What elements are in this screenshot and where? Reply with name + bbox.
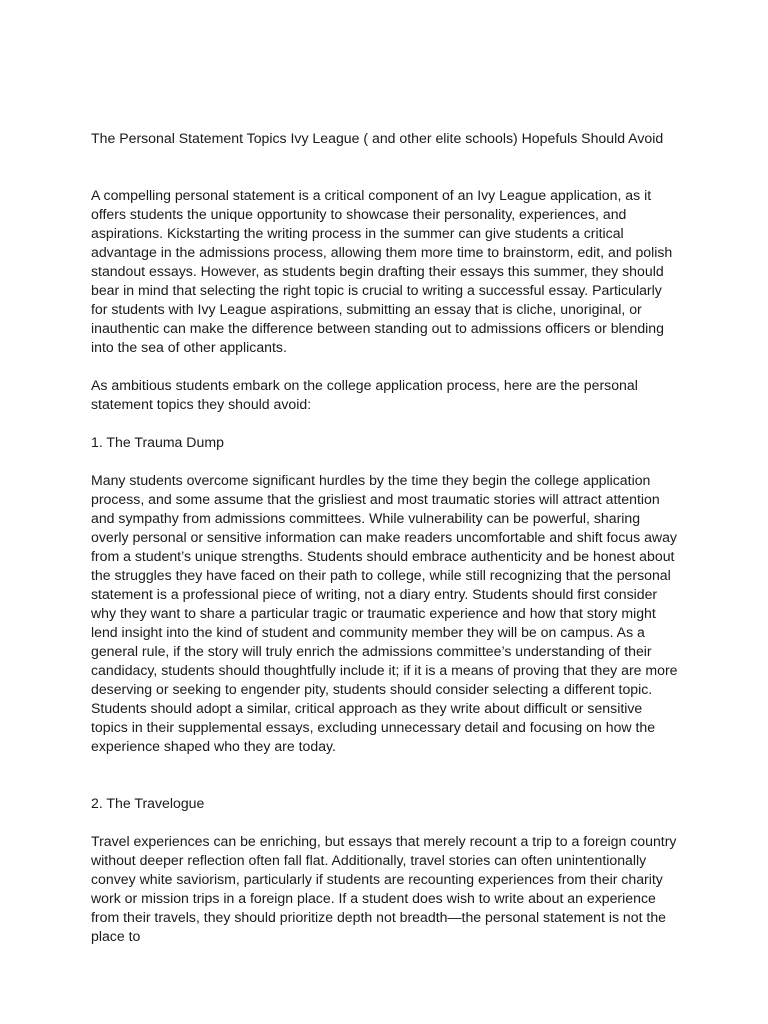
section-heading-trauma-dump: 1. The Trauma Dump (91, 434, 224, 450)
section-heading-travelogue: 2. The Travelogue (91, 795, 205, 811)
section-body-travelogue: Travel experiences can be enriching, but essays that merely recount a trip to a foreign country without deeper reflection often fall flat. Additionally, travel stories can often unintentionally convey white saviorism, particularly if students are recounting experiences from their charity work or mission trips in a foreign place. If a student does wish to write about an experience from their travels, they should prioritize depth not breadth—the personal statement is not the place to (91, 833, 677, 944)
document-title: The Personal Statement Topics Ivy League ( and other elite schools) Hopefuls Should Avoid (91, 130, 664, 146)
intro-paragraph: A compelling personal statement is a critical component of an Ivy League application, as it offers students the unique opportunity to showcase their personality, experiences, and aspirations. Kickstarting the writing process in the summer can give students a critical advantage in the admissions process, allowing them more time to brainstorm, edit, and polish standout essays. However, as students begin drafting their essays this summer, they should bear in mind that selecting the right topic is crucial to writing a successful essay. Particularly for students with Ivy League aspirations, submitting an essay that is cliche, unoriginal, or inauthentic can make the difference between standing out to admissions officers or blending into the sea of other applicants. (91, 187, 673, 355)
lead-in-paragraph: As ambitious students embark on the college application process, here are the personal statement topics they should avoid: (91, 377, 638, 412)
document-page (91, 129, 681, 965)
section-body-trauma-dump: Many students overcome significant hurdles by the time they begin the college application process, and some assume that the grisliest and most traumatic stories will attract attention and sympathy from admissions committees. While vulnerability can be powerful, sharing overly personal or sensitive information can make readers uncomfortable and shift focus away from a student’s unique strengths. Students should embrace authenticity and be honest about the struggles they have faced on their path to college, while still recognizing that the personal statement is a professional piece of writing, not a diary entry. Students should first consider why they want to share a particular tragic or traumatic experience and how that story might lend insight into the kind of student and community member they will be on campus. As a general rule, if the story will truly enrich the admissions committee’s understanding of their candidacy, students should thoughtfully include it; if it is a means of proving that they are more deserving or seeking to engender pity, students should consider selecting a different topic. Students should adopt a similar, critical approach as they write about difficult or sensitive topics in their supplemental essays, excluding unnecessary detail and focusing on how the experience shaped who they are today. (91, 472, 678, 754)
